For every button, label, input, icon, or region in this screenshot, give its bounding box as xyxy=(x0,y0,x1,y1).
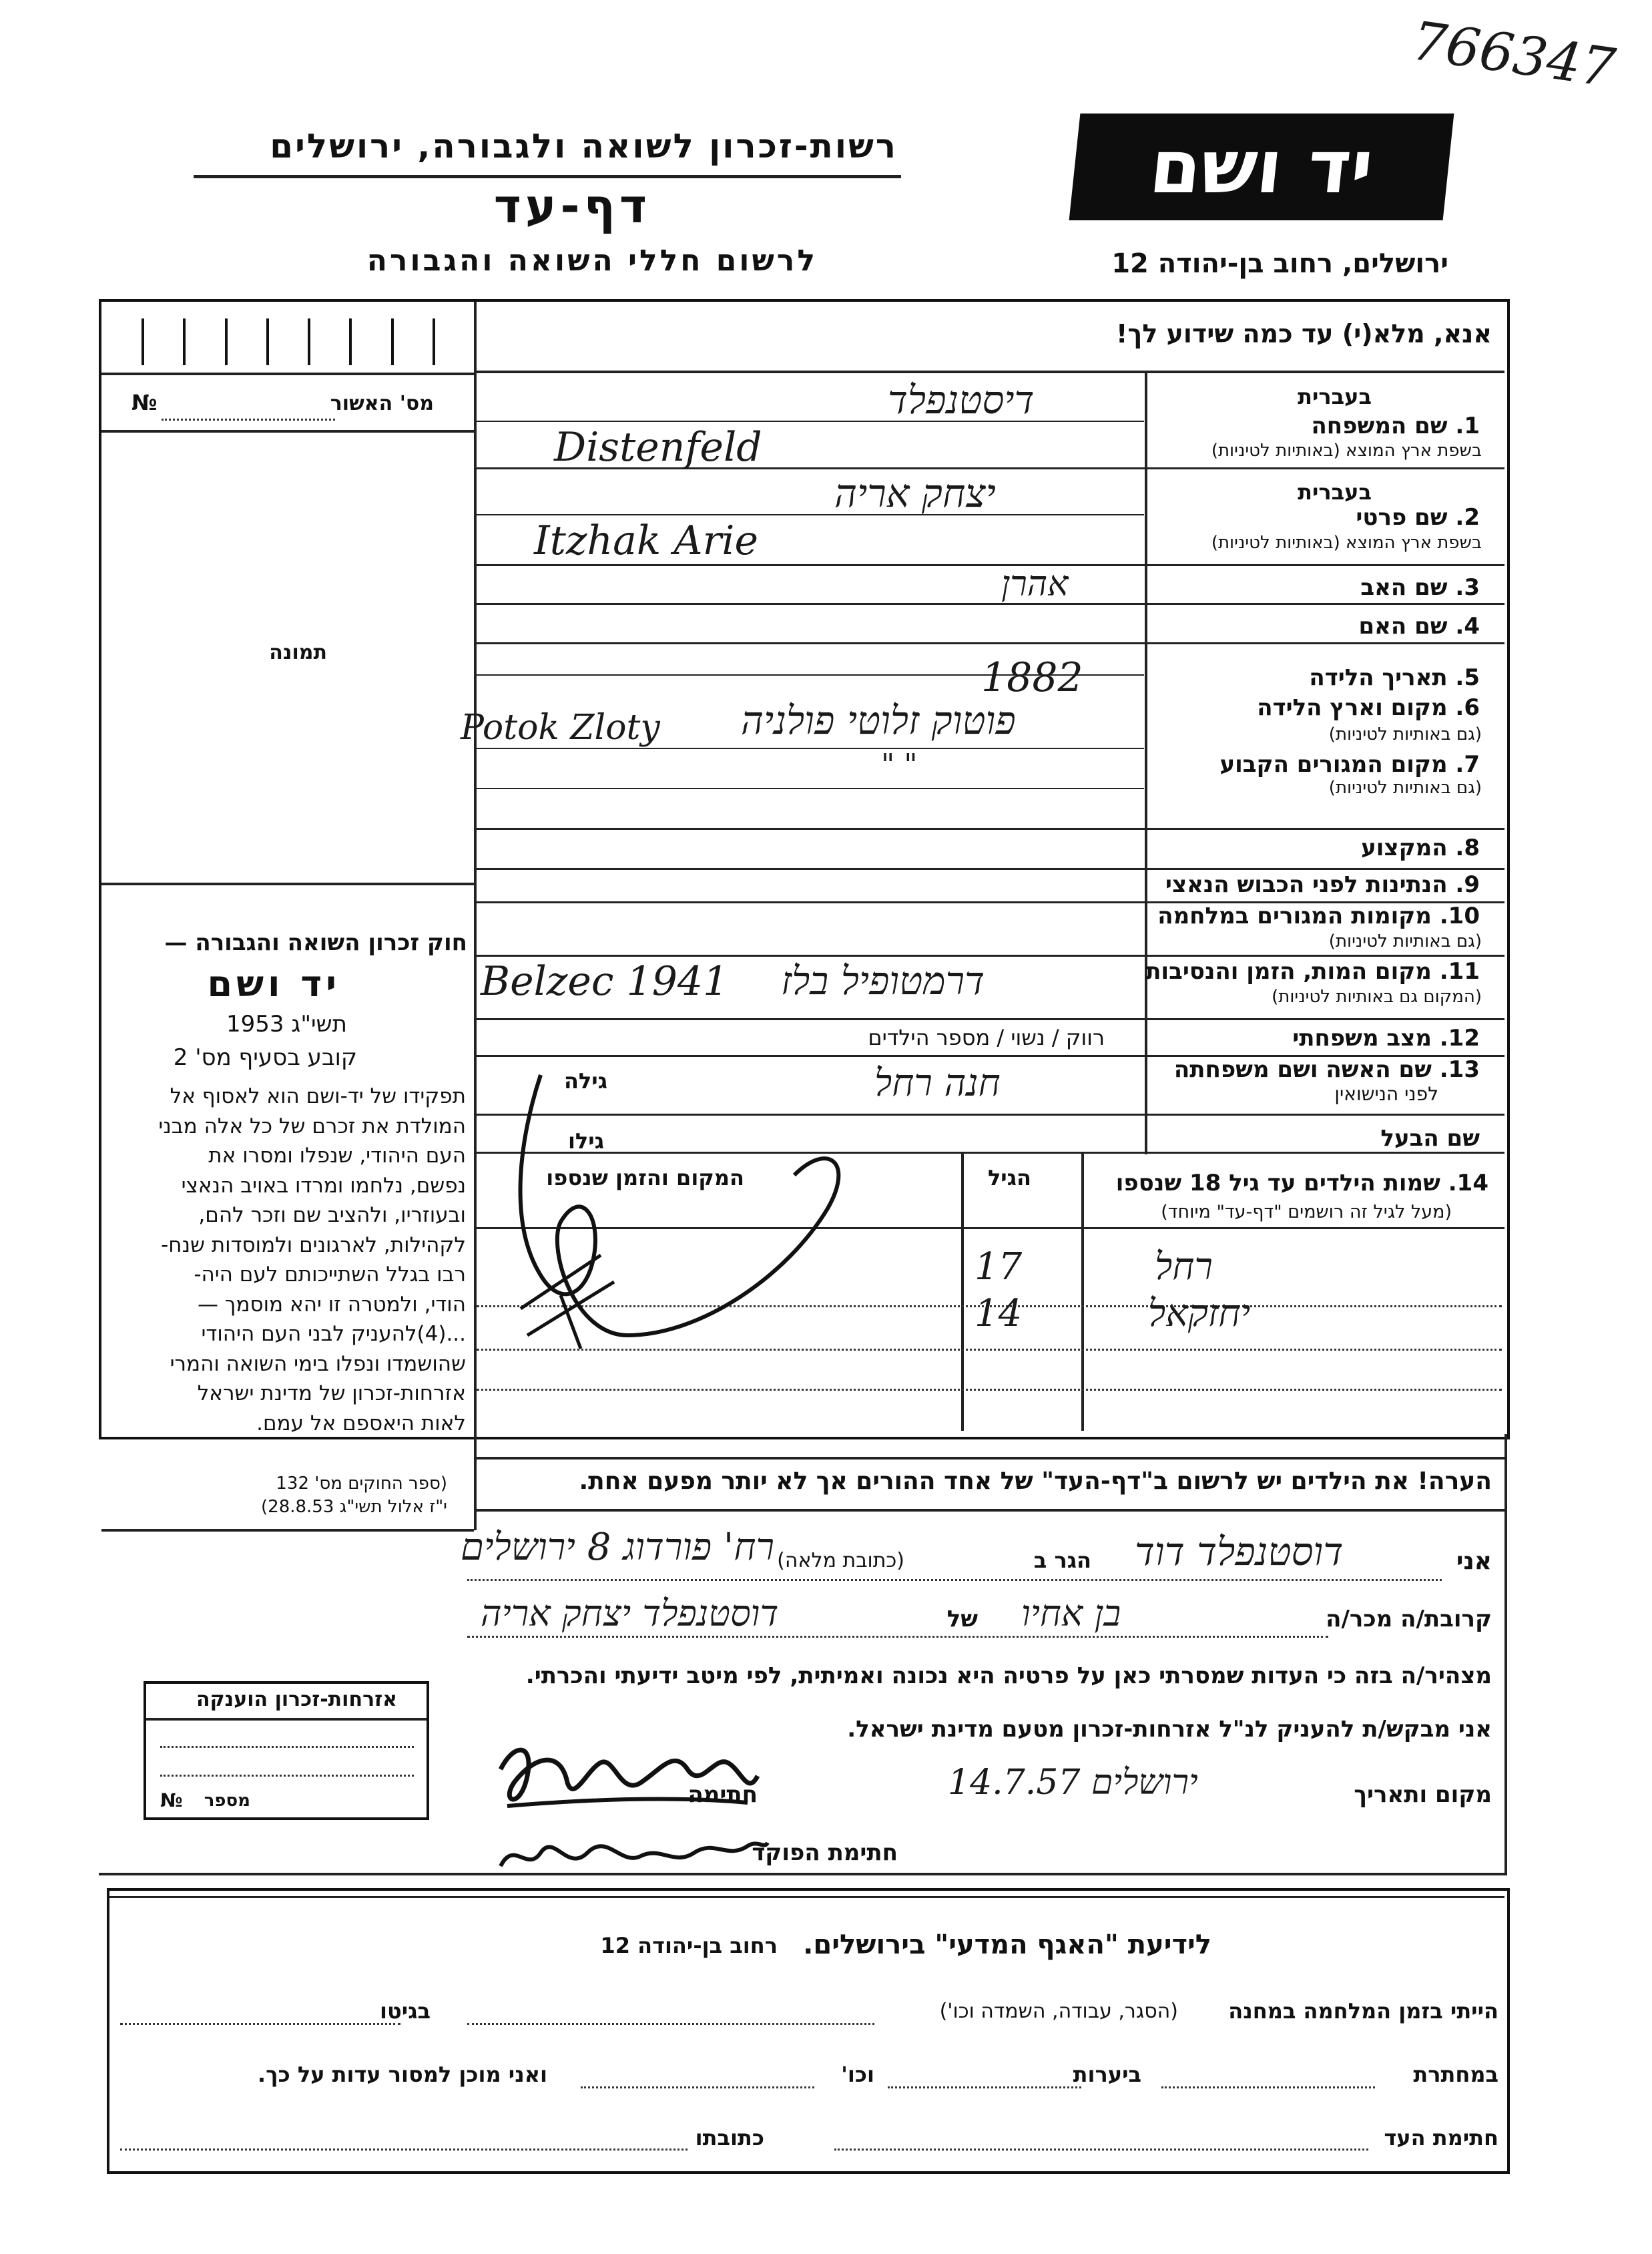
field-7-sub: (גם באותיות לטיניות) xyxy=(1328,778,1482,798)
field-4-label: 4. שם האם xyxy=(1358,613,1480,640)
law-year: תשי"ג 1953 xyxy=(226,1011,347,1038)
relation-label: קרובת/ה מכר/ה xyxy=(1326,1606,1492,1632)
intro-line: אנא, מלא(י) עד כמה שידוע לך! xyxy=(1116,319,1492,349)
authority-name: רשות-זכרון לשואה ולגבורה, ירושלים xyxy=(270,127,898,166)
field-1-label: 1. שם המשפחה xyxy=(1311,413,1480,439)
declarant-signature xyxy=(487,1729,768,1823)
marital-status-options: רווק / נשוי / מספר הילדים xyxy=(868,1025,1105,1050)
law-text-line: אזרחות-זכרון של מדינת ישראל xyxy=(197,1381,466,1405)
field-11-sub: (המקום גם באותיות לטיניות) xyxy=(1272,987,1482,1007)
field-1-sub: בשפת ארץ המוצא (באותיות לטיניות) xyxy=(1211,441,1482,461)
declarant-name: דוסטנפלד דוד xyxy=(1135,1529,1344,1574)
signature-label: חתימה xyxy=(687,1781,758,1808)
death-place-hebrew: דרמטופיל בלז xyxy=(781,958,985,1003)
family-name-latin: Distenfeld xyxy=(554,424,762,471)
archive-number: 766347 xyxy=(1408,9,1619,99)
law-text-line: הודי, ולמטרה זו יהא מוסמך — xyxy=(197,1292,466,1317)
children-place-header: המקום והזמן שנספו xyxy=(546,1165,744,1190)
first-name-hebrew: יצחק אריה xyxy=(834,471,996,516)
etc-label: וכו' xyxy=(841,2062,874,2087)
family-name-hebrew: דיסטנפלד xyxy=(888,377,1035,423)
declarant-address: רח' פורדוג 8 ירושלים xyxy=(461,1526,774,1569)
law-text-line: לאות היאספם אל עמם. xyxy=(256,1411,466,1435)
place-date-value: ירושלים 14.7.57 xyxy=(948,1763,1198,1803)
full-address-label: (כתובת מלאה) xyxy=(777,1549,904,1572)
place-date-label: מקום ותאריך xyxy=(1354,1781,1492,1808)
approval-no-mark: № xyxy=(131,390,158,415)
law-text-line: תפקידו של יד-ושם הוא לאסוף אל xyxy=(170,1084,466,1108)
birth-place-latin: Potok Zloty xyxy=(461,708,660,748)
hebrew-label-1: בעברית xyxy=(1298,384,1372,409)
law-text xyxy=(105,1082,466,1438)
law-text-line: לקהילות, לארגונים ולמוסדות שנח- xyxy=(161,1232,466,1257)
field-6-label: 6. מקום וארץ הלידה xyxy=(1257,694,1480,721)
field-3-label: 3. שם האב xyxy=(1360,574,1480,601)
law-clause: קובע בסעיף מס' 2 xyxy=(173,1044,357,1071)
resides-label: הגר ב xyxy=(1033,1548,1091,1573)
field-5-label: 5. תאריך הלידה xyxy=(1309,664,1480,691)
scribble-mark xyxy=(481,1055,948,1402)
field-10-sub: (גם באותיות לטיניות) xyxy=(1328,931,1482,951)
law-text-line: ובעוזריו, ולהציב שם וזכר להם, xyxy=(198,1203,466,1227)
hebrew-label-2: בעברית xyxy=(1298,479,1372,505)
law-text-line: רבו בגלל השתייכותם לעם היה- xyxy=(194,1263,466,1287)
law-logo: יד ושם xyxy=(207,963,340,1005)
of-label: של xyxy=(946,1606,978,1632)
header-address: ירושלים, רחוב בן-יהודה 12 xyxy=(1111,248,1448,279)
field-8-label: 8. המקצוע xyxy=(1361,835,1480,861)
child-name: יחזקאל xyxy=(1148,1292,1251,1335)
yad-vashem-logo xyxy=(1069,114,1454,220)
law-text-line: נפשם, נלחמו ומרדו באויב הנאצי xyxy=(181,1173,466,1198)
official-signature xyxy=(494,1819,774,1886)
birth-place-hebrew: פוטוק זלוטי פולניה xyxy=(741,698,1016,743)
field-7-label: 7. מקום המגורים הקבוע xyxy=(1219,751,1480,778)
citizenship-no-mark: № xyxy=(160,1789,183,1811)
forests-label: ביערות xyxy=(1073,2062,1141,2087)
relation-value: בן אחיו xyxy=(1021,1592,1121,1634)
husband-label: שם הבעל xyxy=(1380,1125,1480,1152)
field-2-sub: בשפת ארץ המוצא (באותיות לטיניות) xyxy=(1211,533,1482,553)
camp-label: הייתי בזמן המלחמה במחנה xyxy=(1228,1998,1498,2024)
declarant-i-label: אני xyxy=(1456,1548,1492,1575)
field-11-label: 11. מקום המות, הזמן והנסיבות xyxy=(1145,958,1480,985)
form-title: דף-עד xyxy=(493,179,651,234)
law-text-line: המולדת את זכרם של כל אלה מבני xyxy=(158,1114,466,1138)
field-10-label: 10. מקומות המגורים במלחמה xyxy=(1157,903,1480,929)
field-12-label: 12. מצב משפחתי xyxy=(1292,1025,1480,1052)
logo-text: יד ושם xyxy=(1145,124,1378,210)
husband-age-label: גילו xyxy=(567,1128,604,1154)
underground-label: במחתרת xyxy=(1413,2062,1498,2087)
death-place-latin: Belzec 1941 xyxy=(481,958,729,1005)
law-line1: חוק זכרון השואה והגבורה — xyxy=(164,929,467,956)
victim-full-name: דוסטנפלד יצחק אריה xyxy=(481,1592,779,1634)
ghetto-label: בגיטו xyxy=(380,1998,431,2024)
law-reference-2: י"ז אלול תשי"ג 28.8.53) xyxy=(261,1497,447,1517)
photo-area xyxy=(101,302,474,1550)
witness-address-label: כתובתו xyxy=(695,2125,764,2151)
first-name-latin: Itzhak Arie xyxy=(534,517,758,564)
witness-signature-label: חתימת העד xyxy=(1384,2125,1498,2151)
field-14-label: 14. שמות הילדים עד גיל 18 שנספו xyxy=(1115,1170,1488,1196)
child-age: 14 xyxy=(975,1292,1023,1335)
testimony-willing: ואני מוכן למסור עדות על כך. xyxy=(257,2062,547,2087)
law-text-line: העם היהודי, שנפלו ומסרו את xyxy=(208,1144,466,1168)
field-13-sub: לפני הנישואין xyxy=(1334,1083,1438,1105)
citizenship-number-label: מספר xyxy=(204,1791,250,1811)
official-signature-label: חתימת הפוקד xyxy=(752,1839,898,1866)
scientific-dept-address: רחוב בן-יהודה 12 xyxy=(600,1933,778,1958)
citizenship-request: אני מבקש/ת להעניק לנ"ל אזרחות-זכרון מטעם מדינת ישראל. xyxy=(847,1716,1492,1743)
law-text-line: שהושמדו ונפלו בימי השואה והמרי xyxy=(170,1351,466,1376)
field-14-sub: (מעל לגיל זה רושמים "דף-עד" מיוחד) xyxy=(1161,1202,1452,1222)
photo-label: תמונה xyxy=(269,641,327,664)
birth-date: 1882 xyxy=(981,654,1083,701)
child-age: 17 xyxy=(975,1245,1023,1289)
children-age-header: הגיל xyxy=(987,1165,1031,1190)
wife-age-label: גילה xyxy=(563,1068,607,1094)
approval-number-label: מס' האשור xyxy=(330,392,434,415)
code-boxes xyxy=(142,318,474,365)
wife-name: חנה רחל xyxy=(874,1062,1001,1105)
camp-types: (הסגר, עבודה, השמדה וכו') xyxy=(939,2000,1178,2023)
field-6-sub: (גם באותיות לטיניות) xyxy=(1328,724,1482,744)
scientific-dept-title: לידיעת "האגף המדעי" בירושלים. xyxy=(803,1930,1211,1960)
form-subtitle: לרשום חללי השואה והגבורה xyxy=(366,244,818,278)
field-13-label: 13. שם האשה ושם משפחתה xyxy=(1173,1056,1480,1083)
declaration-statement: מצהיר/ה בזה כי העדות שמסרתי כאן על פרטיה היא נכונה ואמיתית, לפי מיטב ידיעתי והכרתי. xyxy=(525,1662,1492,1689)
note-text: הערה! את הילדים יש לרשום ב"דף-העד" של אחד ההורים אך לא יותר מפעם אחת. xyxy=(579,1468,1492,1495)
law-text-line: ...(4)להעניק לבני העם היהודי xyxy=(201,1322,466,1346)
father-name: אהרן xyxy=(1001,564,1069,604)
citizenship-box-title: אזרחות-זכרון הוענקה xyxy=(196,1688,397,1711)
child-name: רחל xyxy=(1155,1245,1213,1289)
field-9-label: 9. הנתינות לפני הכבוש הנאצי xyxy=(1165,871,1480,898)
law-reference-1: (ספר החוקים מס' 132 xyxy=(276,1474,447,1494)
field-2-label: 2. שם פרטי xyxy=(1356,504,1480,531)
permanent-residence: " " xyxy=(881,748,918,782)
